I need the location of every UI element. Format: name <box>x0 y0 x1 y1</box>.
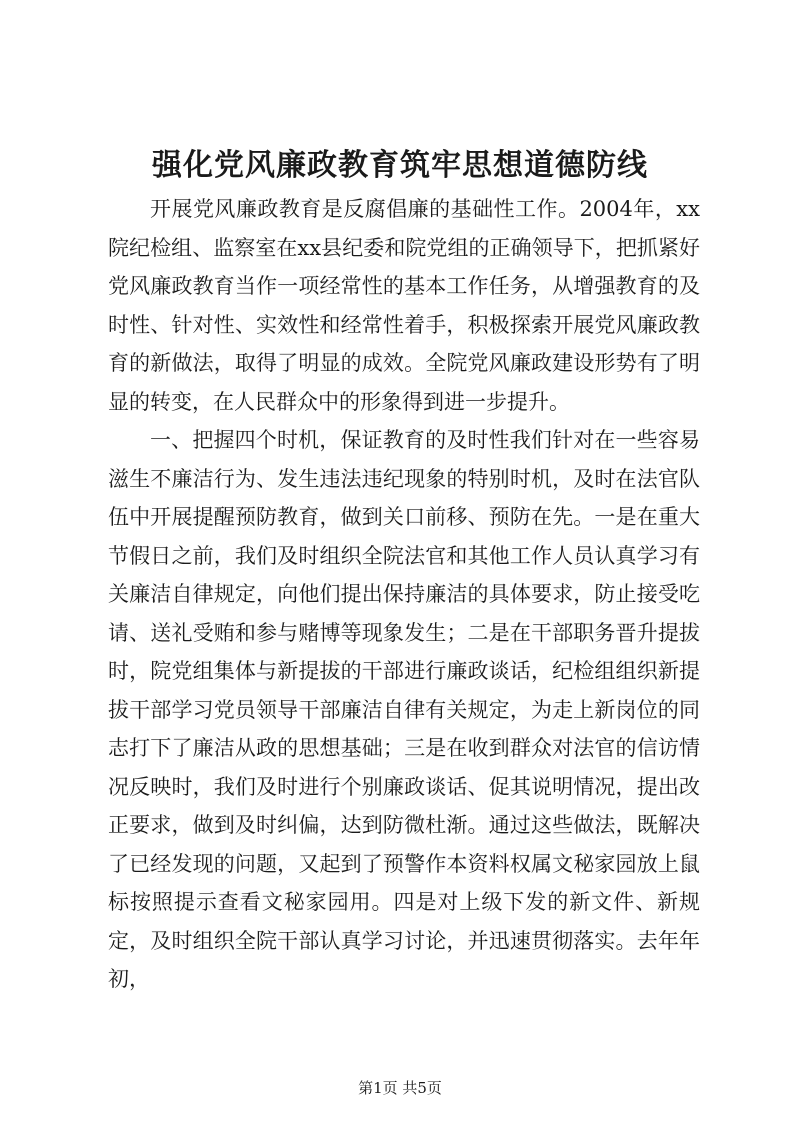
paragraph-intro: 开展党风廉政教育是反腐倡廉的基础性工作。2004年，xx院纪检组、监察室在xx县纪委和院党组的正确领导下，把抓紧好党风廉政教育当作一项经常性的基本工作任务，从增强教育的及时性、针对性、实效性和经常性着手，积极探索开展党风廉政教育的新做法，取得了明显的成效。全院党风廉政建设形势有了明显的转变，在人民群众中的形象得到进一步提升。 <box>108 197 700 414</box>
paragraph-section-one: 一、把握四个时机，保证教育的及时性我们针对在一些容易滋生不廉洁行为、发生违法违纪现象的特别时机，及时在法官队伍中开展提醒预防教育，做到关口前移、预防在先。一是在重大节假日之前，我们及时组织全院法官和其他工作人员认真学习有关廉洁自律规定，向他们提出保持廉洁的具体要求，防止接受吃请、送礼受贿和参与赌博等现象发生；二是在干部职务晋升提拔时，院党组集体与新提拔的干部进行廉政谈话，纪检组组织新提拔干部学习党员领导干部廉洁自律有关规定，为走上新岗位的同志打下了廉洁从政的思想基础；三是在收到群众对法官的信访情况反映时，我们及时进行个别廉政谈话、促其说明情况，提出改正要求，做到及时纠偏，达到防微杜渐。通过这些做法，既解决了已经发现的问题，又起到了预警作本资料权属文秘家园放上鼠标按照提示查看文秘家园用。四是对上级下发的新文件、新规定，及时组织全院干部认真学习讨论，并迅速贯彻落实。去年年初， <box>108 428 700 991</box>
page-number-footer: 第1页 共5页 <box>358 1079 442 1097</box>
document-body <box>108 190 700 999</box>
document-title: 强化党风廉政教育筑牢思想道德防线 <box>152 148 648 183</box>
